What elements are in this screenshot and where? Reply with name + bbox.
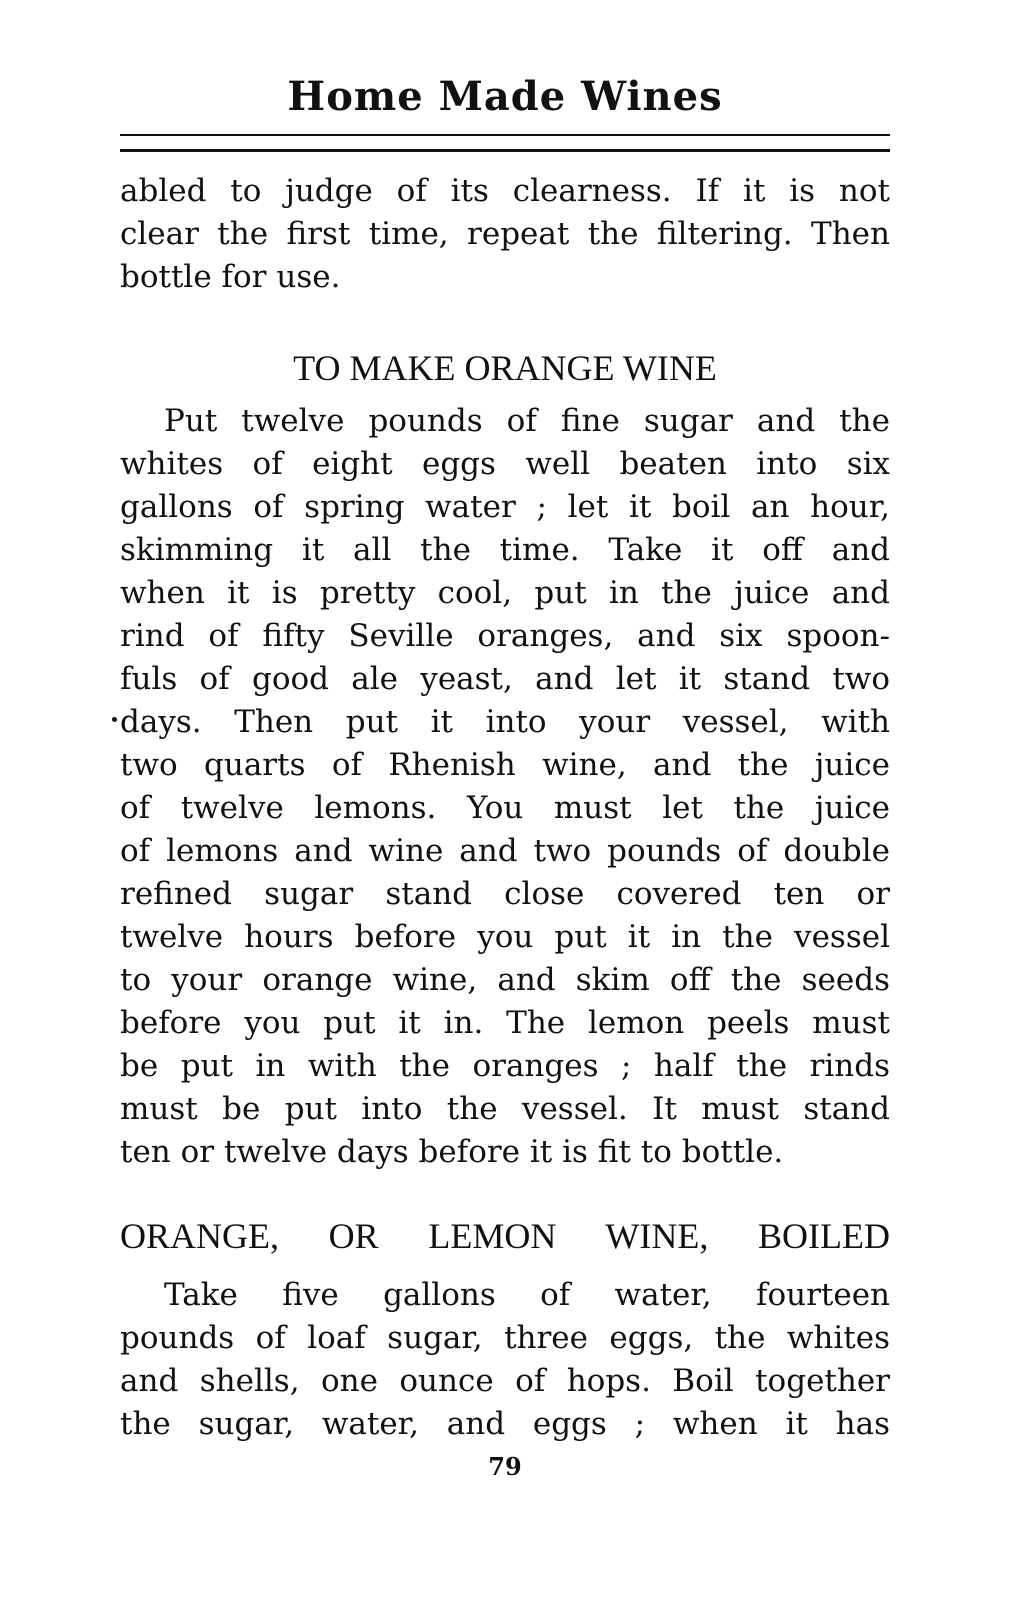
text-line: two quarts of Rhenish wine, and the juice [120,747,890,783]
running-head: Home Made Wines [287,73,723,120]
text-line: Put twelve pounds of fine sugar and the [164,403,890,439]
text-line: be put in with the oranges ; half the rinds [120,1048,890,1084]
text-line: before you put it in. The lemon peels must [120,1005,890,1041]
header-rule-bottom [120,149,890,152]
text-line: skimming it all the time. Take it off and [120,532,890,568]
text-line: when it is pretty cool, put in the juice and [120,575,890,611]
text-line: gallons of spring water ; let it boil an hour, [120,489,890,525]
text-line: clear the first time, repeat the filtering. Then [120,216,890,252]
stray-ink-mark [112,717,117,722]
text-line: and shells, one ounce of hops. Boil together [120,1363,890,1399]
text-line: ten or twelve days before it is fit to bottle. [120,1134,784,1170]
section-heading-orange-wine: TO MAKE ORANGE WINE [293,348,717,388]
orange-wine-paragraph [120,400,890,1174]
text-line: abled to judge of its clearness. If it is not [120,173,890,209]
text-line: refined sugar stand close covered ten or [120,876,890,912]
page-number: 79 [488,1452,522,1481]
header-rule-top [120,134,890,136]
text-line: bottle for use. [120,259,341,295]
text-line: must be put into the vessel. It must stand [120,1091,890,1127]
orange-lemon-wine-paragraph [120,1274,890,1446]
text-line: of lemons and wine and two pounds of double [120,833,890,869]
text-line: twelve hours before you put it in the vessel [120,919,890,955]
text-line: whites of eight eggs well beaten into six [120,446,890,482]
text-line: fuls of good ale yeast, and let it stand two [120,661,890,697]
text-line: the sugar, water, and eggs ; when it has [120,1406,890,1442]
text-line: to your orange wine, and skim off the seeds [120,962,890,998]
text-line: of twelve lemons. You must let the juice [120,790,890,826]
text-line: days. Then put it into your vessel, with [120,704,890,740]
text-line: rind of fifty Seville oranges, and six spoon- [120,618,890,654]
text-line: pounds of loaf sugar, three eggs, the whites [120,1320,890,1356]
continuation-paragraph [120,170,890,299]
section-heading-orange-lemon-wine-boiled: ORANGE, OR LEMON WINE, BOILED [120,1216,890,1256]
text-line: Take five gallons of water, fourteen [164,1277,890,1313]
